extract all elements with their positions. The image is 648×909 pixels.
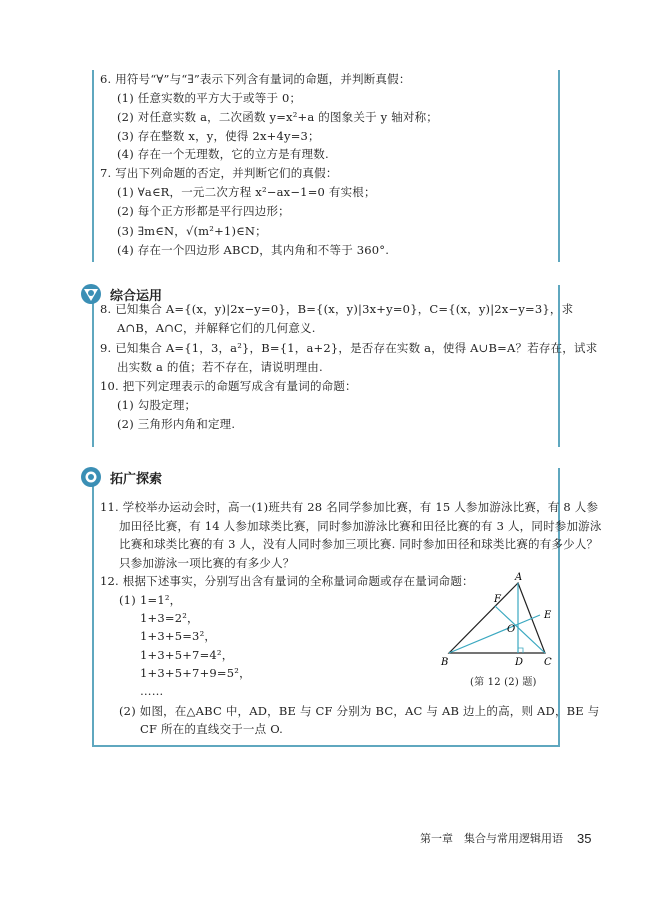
- label-b: B: [441, 657, 449, 668]
- question-12-part1-label: (1): [119, 593, 136, 607]
- question-11-line: 只参加游泳一项比赛的有多少人？: [119, 556, 295, 570]
- section-badge-icon: [80, 283, 102, 305]
- question-7-item: (4) 存在一个四边形 ABCD，其内角和不等于 360°.: [117, 243, 390, 257]
- right-angle-mark: [518, 648, 523, 653]
- question-7-item: (1) ∀a∈R，一元二次方程 x²−ax−1=0 有实根；: [117, 185, 376, 199]
- equation-line: 1=1²，: [140, 593, 182, 607]
- question-6-item: (3) 存在整数 x，y，使得 2x+4y=3；: [117, 129, 320, 143]
- question-6-item: (4) 存在一个无理数，它的立方是有理数.: [117, 147, 329, 161]
- chapter-title: 第一章 集合与常用逻辑用语: [420, 832, 563, 845]
- question-10-stem: 10. 把下列定理表示的命题写成含有量词的命题：: [100, 379, 357, 393]
- ellipsis: ……: [140, 684, 164, 698]
- section-border-left: [92, 486, 94, 746]
- question-10-item: (2) 三角形内角和定理.: [117, 417, 236, 431]
- question-11-line: 比赛和球类比赛的有 3 人，没有人同时参加三项比赛. 同时参加田径和球类比赛的有多少人？: [119, 537, 599, 551]
- section-border-bottom: [92, 745, 560, 747]
- equation-line: 1+3+5+7=4²，: [140, 648, 234, 662]
- section-header-explore: [80, 466, 162, 488]
- section-badge-icon: [80, 466, 102, 488]
- section-border-left: [92, 70, 94, 262]
- question-7-stem: 7. 写出下列命题的否定，并判断它们的真假：: [100, 166, 338, 180]
- altitude-cf: [495, 606, 545, 653]
- question-12-stem: 12. 根据下述事实，分别写出含有量词的全称量词命题或存在量词命题：: [100, 574, 474, 588]
- question-9-line: 9. 已知集合 A={1，3，a²}，B={1，a+2}，是否存在实数 a，使得 A∪B=A？若存在，试求: [100, 341, 598, 355]
- question-8-line: A∩B，A∩C，并解释它们的几何意义.: [117, 321, 316, 335]
- label-c: C: [544, 657, 552, 668]
- question-6-item: (2) 对任意实数 a，二次函数 y=x²+a 的图象关于 y 轴对称；: [117, 110, 438, 124]
- question-10-item: (1) 勾股定理；: [117, 398, 197, 412]
- question-7-item: (3) ∃m∈N，√(m²+1)∈N；: [117, 224, 267, 238]
- section-title: 拓广探索: [110, 471, 163, 487]
- section-title: 综合运用: [110, 288, 163, 304]
- question-6-stem: 6. 用符号“∀”与“∃”表示下列含有量词的命题，并判断真假：: [100, 72, 411, 86]
- question-9-line: 出实数 a 的值；若不存在，请说明理由.: [117, 360, 323, 374]
- altitude-be: [449, 615, 540, 653]
- equation-line: 1+3+5+7+9=5²，: [140, 666, 251, 680]
- question-12-part2-line: (2) 如图，在△ABC 中，AD，BE 与 CF 分别为 BC，AC 与 AB 边上的高，则 AD，BE 与: [119, 704, 600, 718]
- page-footer: [420, 830, 591, 846]
- figure-caption: (第 12 (2) 题): [470, 677, 537, 688]
- triangle-figure: [440, 570, 560, 670]
- equation-line: 1+3+5=3²，: [140, 629, 217, 643]
- question-8-line: 8. 已知集合 A={(x，y)|2x−y=0}，B={(x，y)|3x+y=0}，C={(x，y)|2x−y=3}，求: [100, 302, 574, 316]
- label-d: D: [515, 657, 524, 668]
- question-12-part2-line: CF 所在的直线交于一点 O.: [140, 722, 283, 736]
- question-11-line: 11. 学校举办运动会时，高一(1)班共有 28 名同学参加比赛，有 15 人参加游泳比赛，有 8 人参: [100, 500, 599, 514]
- equation-line: 1+3=2²，: [140, 611, 199, 625]
- label-a: A: [515, 572, 523, 583]
- label-o: O: [507, 624, 516, 635]
- section-border-right: [558, 70, 560, 262]
- label-f: F: [494, 594, 501, 605]
- question-7-item: (2) 每个正方形都是平行四边形；: [117, 204, 290, 218]
- question-11-line: 加田径比赛，有 14 人参加球类比赛，同时参加游泳比赛和田径比赛的有 3 人，同时参加游泳: [119, 519, 602, 533]
- label-e: E: [544, 610, 552, 621]
- question-6-item: (1) 任意实数的平方大于或等于 0；: [117, 91, 302, 105]
- page-number: 35: [577, 830, 592, 846]
- section-border-left: [92, 302, 94, 447]
